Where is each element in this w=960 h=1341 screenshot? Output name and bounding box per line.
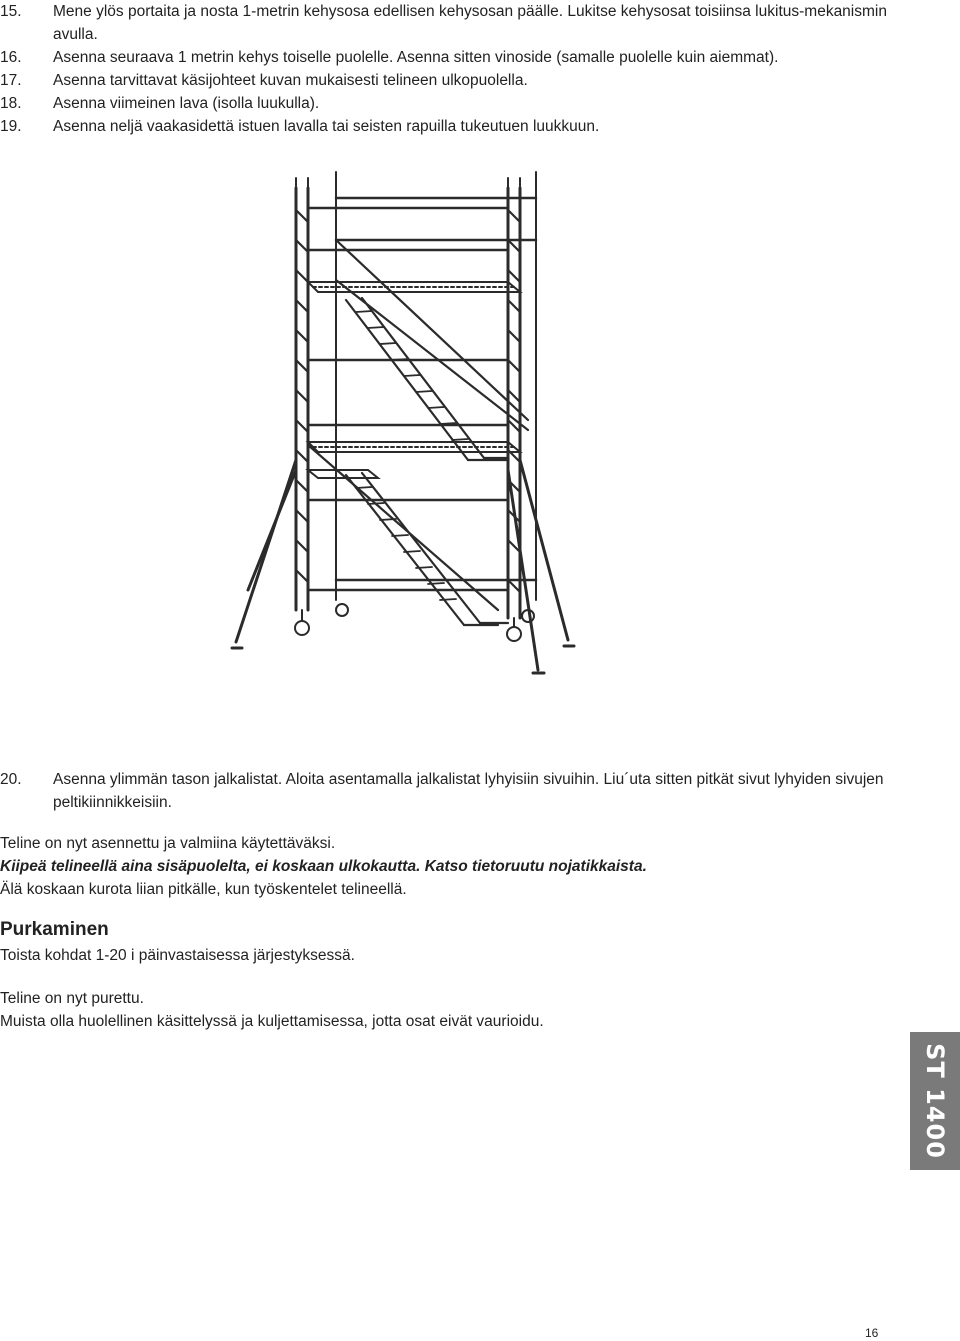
step-item (0, 46, 890, 69)
ready-paragraph (0, 832, 900, 901)
ready-line-3: Älä koskaan kurota liian pitkälle, kun työskentelet telineellä. (0, 881, 407, 898)
step-number: 20. (0, 771, 22, 788)
step-text: Asenna ylimmän tason jalkalistat. Aloita asentamalla jalkalistat lyhyisiin sivuihin. Liu´uta sitten pitkät sivut lyhyiden sivujen peltikiinnikkeisiin. (53, 771, 884, 811)
steps-top-list (0, 0, 890, 138)
step-number: 16. (0, 49, 22, 66)
step-item (0, 92, 890, 115)
step-text: Asenna tarvittavat käsijohteet kuvan mukaisesti telineen ulkopuolella. (53, 72, 528, 89)
step-text: Asenna viimeinen lava (isolla luukulla). (53, 95, 320, 112)
closing-paragraph (0, 987, 900, 1033)
dismantling-text: Toista kohdat 1-20 i päinvastaisessa järjestyksessä. (0, 947, 355, 964)
ready-line-1: Teline on nyt asennettu ja valmiina käytettäväksi. (0, 835, 336, 852)
step-text: Asenna seuraava 1 metrin kehys toiselle puolelle. Asenna sitten vinoside (samalle puolelle kuin aiemmat). (53, 49, 779, 66)
step-number: 18. (0, 95, 22, 112)
scaffold-illustration (228, 170, 578, 682)
page-number: 16 (865, 1326, 879, 1340)
step-text: Mene ylös portaita ja nosta 1-metrin kehysosa edellisen kehysosan päälle. Lukitse kehysosat toisiinsa lukitus-mekanismin avulla. (53, 3, 887, 43)
steps-bottom-list (0, 768, 890, 814)
warning-line: Kiipeä telineellä aina sisäpuolelta, ei koskaan ulkokautta. Katso tietoruutu nojatikkaista. (0, 858, 647, 875)
step-item (0, 115, 890, 138)
step-item (0, 69, 890, 92)
step-number: 17. (0, 72, 22, 89)
closing-line-1: Teline on nyt purettu. (0, 990, 144, 1007)
step-number: 15. (0, 3, 22, 20)
product-code: ST 1400 (921, 1043, 949, 1159)
step-text: Asenna neljä vaakasidettä istuen lavalla tai seisten rapuilla tukeutuen luukkuun. (53, 118, 600, 135)
section-heading: Purkaminen (0, 919, 109, 940)
step-number: 19. (0, 118, 22, 135)
step-item (0, 0, 890, 46)
step-item (0, 768, 890, 814)
product-side-tab (910, 1032, 960, 1170)
closing-line-2: Muista olla huolellinen käsittelyssä ja kuljettamisessa, jotta osat eivät vaurioidu. (0, 1013, 544, 1030)
dismantling-paragraph (0, 944, 900, 967)
